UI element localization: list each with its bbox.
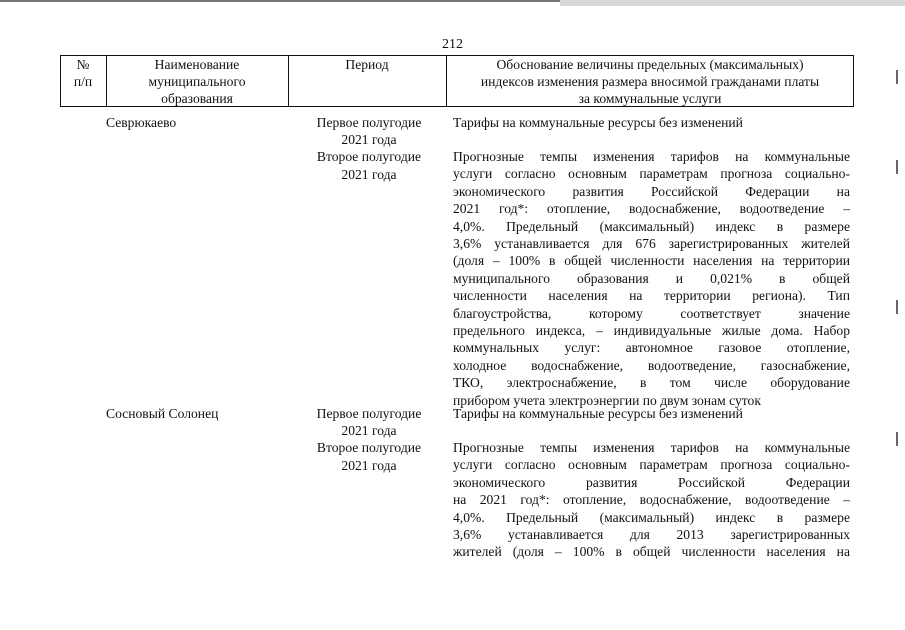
page-number: 212 bbox=[442, 37, 463, 52]
justification-line: 4,0%. Предельный (максимальный) индекс в размере bbox=[453, 218, 850, 234]
justification-line: 3,6% устанавливается для 676 зарегистрированных жителей bbox=[453, 236, 850, 252]
justification-line: предельного индекса, – индивидуальные жилые дома. Набор bbox=[453, 323, 850, 339]
justification-forecast bbox=[453, 439, 850, 561]
justification-line: экономического развития Российской Федерации на bbox=[453, 183, 850, 199]
header-col-municipality bbox=[106, 55, 288, 107]
justification-line: (доля – 100% в общей численности населения на территории bbox=[453, 253, 850, 269]
period-first-half bbox=[300, 405, 438, 440]
scan-margin-mark bbox=[896, 70, 898, 84]
header-text: муниципального bbox=[148, 74, 246, 89]
table-border bbox=[853, 55, 854, 107]
scan-margin-mark bbox=[896, 160, 898, 174]
header-text: п/п bbox=[73, 74, 93, 89]
period-second-half bbox=[300, 439, 438, 475]
scan-margin-mark bbox=[896, 432, 898, 446]
justification-line: на 2021 год*: отопление, водоснабжение, водоотведение – bbox=[453, 492, 850, 508]
scan-margin-mark bbox=[896, 300, 898, 314]
municipality-name: Сосновый Солонец bbox=[106, 406, 219, 421]
justification-line: услуги согласно основным параметрам прогноза социально- bbox=[453, 457, 850, 473]
table-border bbox=[60, 55, 61, 107]
header-col-period bbox=[288, 55, 446, 107]
justification-line: благоустройства, которому соответствует значение bbox=[453, 305, 850, 321]
period-text: Второе полугодие bbox=[316, 149, 422, 164]
header-col-number bbox=[60, 55, 106, 107]
table-border bbox=[106, 55, 107, 107]
table-border bbox=[288, 55, 289, 107]
justification-line: коммунальных услуг: автономное газовое отопление, bbox=[453, 340, 850, 356]
period-first-half bbox=[300, 114, 438, 149]
justification-forecast bbox=[453, 148, 850, 409]
period-text: Второе полугодие bbox=[316, 440, 422, 455]
justification-line: прибором учета электроэнергии по двум зонам суток bbox=[453, 392, 761, 408]
period-second-half bbox=[300, 148, 438, 184]
justification-line: 3,6% устанавливается для 2013 зарегистрированных bbox=[453, 527, 850, 543]
period-text: Первое полугодие bbox=[316, 406, 422, 421]
header-text: № bbox=[76, 57, 90, 72]
municipality-name: Севрюкаево bbox=[106, 115, 177, 130]
scan-top-shadow bbox=[560, 0, 905, 6]
header-text: Обоснование величины предельных (максимальных) bbox=[496, 57, 804, 72]
justification-line: Прогнозные темпы изменения тарифов на коммунальные bbox=[453, 149, 850, 164]
justification-line: холодное водоснабжение, водоотведение, газоснабжение, bbox=[453, 357, 850, 373]
header-text: образования bbox=[161, 91, 233, 106]
period-text: 2021 года bbox=[341, 167, 397, 182]
header-text: Период bbox=[345, 57, 389, 72]
justification-no-change: Тарифы на коммунальные ресурсы без изменений bbox=[453, 406, 743, 421]
justification-line: 4,0%. Предельный (максимальный) индекс в размере bbox=[453, 509, 850, 525]
justification-line: численности населения на территории региона). Тип bbox=[453, 288, 850, 304]
table-border bbox=[446, 55, 447, 107]
justification-no-change: Тарифы на коммунальные ресурсы без изменений bbox=[453, 115, 743, 130]
justification-line: муниципального образования и 0,021% в общей bbox=[453, 270, 850, 286]
header-text: за коммунальные услуги bbox=[578, 91, 722, 106]
justification-line: услуги согласно основным параметрам прогноза социально- bbox=[453, 166, 850, 182]
justification-line: жителей (доля – 100% в общей численности населения на bbox=[453, 544, 850, 560]
period-text: Первое полугодие bbox=[316, 115, 422, 130]
justification-line: 2021 год*: отопление, водоснабжение, водоотведение – bbox=[453, 201, 850, 217]
header-text: Наименование bbox=[154, 57, 240, 72]
period-text: 2021 года bbox=[341, 132, 397, 148]
justification-line: ТКО, электроснабжение, в том числе оборудование bbox=[453, 375, 850, 391]
period-text: 2021 года bbox=[341, 423, 397, 439]
justification-line: Прогнозные темпы изменения тарифов на коммунальные bbox=[453, 440, 850, 455]
header-text: индексов изменения размера вносимой гражданами платы bbox=[480, 74, 820, 89]
period-text: 2021 года bbox=[341, 458, 397, 473]
justification-line: экономического развития Российской Федерации bbox=[453, 474, 850, 490]
header-col-justification bbox=[446, 55, 854, 107]
